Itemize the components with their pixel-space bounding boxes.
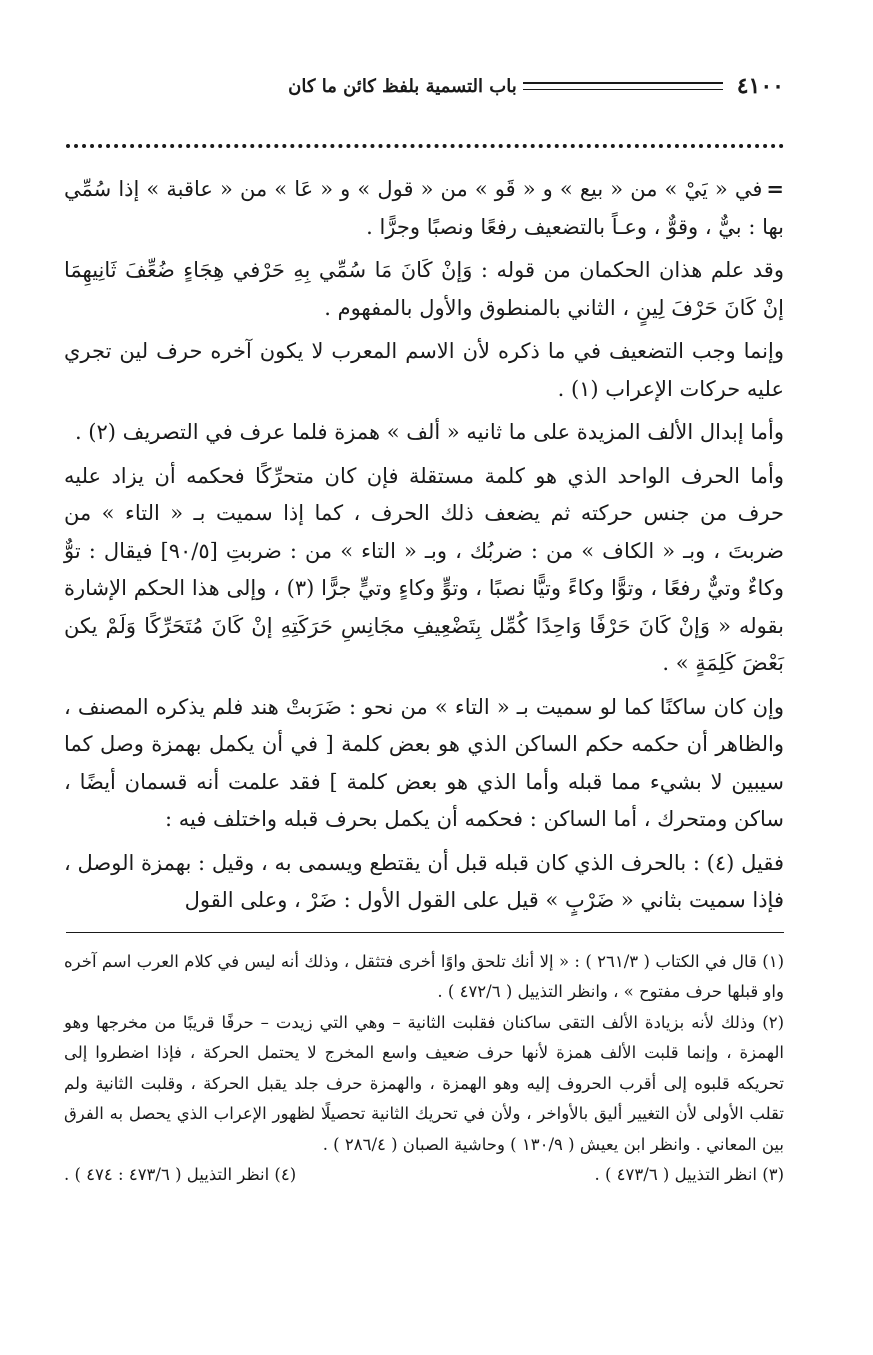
page (64, 66, 784, 1191)
footnotes (64, 947, 784, 1191)
header-rule (523, 82, 723, 90)
footnote-rule (66, 932, 784, 933)
running-head (64, 66, 784, 106)
continuation-mark: = (766, 176, 784, 201)
footnote: (١) قال في الكتاب ( ٢٦١/٣ ) : « إلا أنك تلحق واوًا أخرى فتثقل ، وذلك أنه ليس في كلام العرب اسم آخره واو قبلها حرف مفتوح » ، وانظر التذييل ( ٤٧٢/٦ ) . (64, 951, 784, 1001)
paragraph: وأما إبدال الألف المزيدة على ما ثانيه « ألف » همزة فلما عرف في التصريف (٢) . (74, 420, 784, 444)
paragraph: وقد علم هذان الحكمان من قوله : وَإنْ كَانَ مَا سُمِّي بِهِ حَرْفي هِجَاءٍ ضُعِّفَ ثَانِيهِمَا إنْ كَانَ حَرْفَ لِينٍ ، الثاني بالمنطوق والأول بالمفهوم . (64, 258, 784, 320)
paragraph: فقيل (٤) : بالحرف الذي كان قبله قبل أن يقتطع ويسمى به ، وقيل : بهمزة الوصل ، فإذا سميت بثاني « ضَرْبٍ » قيل على القول الأول : ضَرْ ، وعلى القول (64, 850, 784, 912)
footnote: (٢) وذلك لأنه بزيادة الألف التقى ساكنان فقلبت الثانية – وهي التي زيدت – حرفًا قريبًا من مخرجها وهو الهمزة ، وإنما قلبت الألف همزة لأنها حرف ضعيف واسع المخرج لا يحتمل الحركة ، فإذا اضطروا إلى تحريكه قلبوه إلى أقرب الحروف إليه وهو الهمزة ، والهمزة حرف جلد يقبل الحركة ، وقلبت الثانية ولم تقلب الأولى لأن التغيير أليق بالأواخر ، ولأن في تحريك الثانية تحصيلًا لظهور الإعراب الذي يحصل به الفرق بين المعاني . وانظر ابن يعيش ( ١٣٠/٩ ) وحاشية الصبان ( ٢٨٦/٤ ) . (64, 1012, 784, 1154)
body-text (64, 170, 784, 920)
paragraph: =في « يَيْ » من « بيع » و « قَو » من « قول » و « عَا » من « عاقبة » إذا سُمِّي بها : بيٌّ ، وقوٌّ ، وعـاً بالتضعيف رفعًا ونصبًا وجرًّا . (64, 176, 784, 239)
paragraph: وإن كان ساكنًا كما لو سميت بـ « التاء » من نحو : ضَرَبتْ هند فلم يذكره المصنف ، والظاهر أن حكمه حكم الساكن الذي هو بعض كلمة [ في أن يكمل بهمزة وصل كما سيبين لا بشيء مما قبله وأما الذي هو بعض كلمة ] فقد علمت أنه قسمان أيضًا ، ساكن ومتحرك ، أما الساكن : فحكمه أن يكمل بحرف قبله واختلف فيه : (64, 694, 784, 831)
paragraph: وإنما وجب التضعيف في ما ذكره لأن الاسم المعرب لا يكون آخره حرف لين تجري عليه حركات الإعراب (١) . (64, 339, 784, 401)
footnote: (٣) انظر التذييل ( ٤٧٣/٦ ) . (594, 1165, 784, 1184)
running-title: باب التسمية بلفظ كائن ما كان (288, 75, 517, 97)
footnote: (٤) انظر التذييل ( ٤٧٣/٦ : ٤٧٤ ) . (64, 1165, 297, 1184)
page-number: ٤١٠٠ (736, 73, 784, 99)
paragraph: وأما الحرف الواحد الذي هو كلمة مستقلة فإن كان متحرِّكًا فحكمه أن يزاد عليه حرف من جنس حركته ثم يضعف ذلك الحرف ، كما إذا سميت بـ « التاء » من ضربتَ ، وبـ « الكاف » من : ضربُك ، وبـ « التاء » من : ضربتِ [٩٠/٥] فيقال : توٌّ وكاءٌ وتيٌّ رفعًا ، وتوًّا وكاءً وتيًّا نصبًا ، وتوٍّ وكاءٍ وتيٍّ جرًّا (٣) ، وإلى هذا الحكم الإشارة بقوله « وَإنْ كَانَ حَرْفًا وَاحِدًا كُمِّل بِتَضْعِيفِ مجَانِسِ حَرَكَتِهِ إنْ كَانَ مُتَحَرِّكًا وَلَمْ يكن بَعْضَ كَلِمَةٍ » . (64, 463, 785, 675)
dotted-separator (66, 144, 784, 148)
footnote-pair (64, 1160, 784, 1191)
